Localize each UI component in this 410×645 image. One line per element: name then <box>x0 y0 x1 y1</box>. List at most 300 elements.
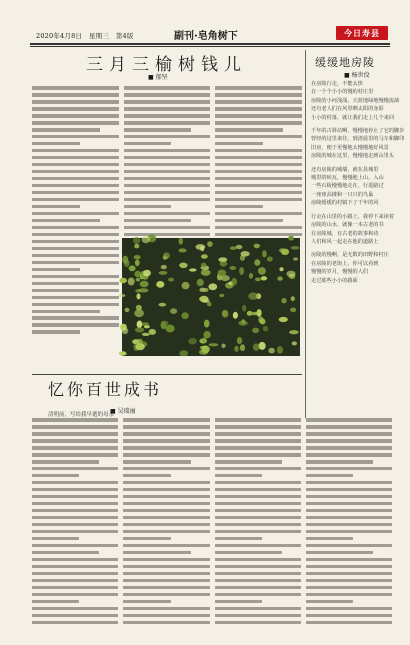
text-line <box>32 323 119 327</box>
elm-seed-cluster <box>279 317 288 322</box>
text-line <box>32 565 118 569</box>
elm-seed-cluster <box>203 331 210 339</box>
text-line <box>215 205 263 209</box>
elm-seed-cluster <box>125 308 130 312</box>
text-line <box>124 135 211 139</box>
text-line <box>124 233 211 237</box>
elm-seed-cluster <box>124 259 130 267</box>
text-line <box>32 93 119 97</box>
elm-seed-cluster <box>231 278 237 286</box>
text-line <box>215 481 301 485</box>
elm-seed-cluster <box>196 244 206 250</box>
text-line <box>215 537 262 541</box>
elm-seed-cluster <box>202 288 208 292</box>
text-line <box>32 572 118 576</box>
text-line <box>32 621 118 625</box>
elm-seed-cluster <box>249 273 253 279</box>
text-line <box>215 226 302 230</box>
elm-seed-cluster <box>258 317 263 324</box>
text-line <box>124 100 211 104</box>
text-line <box>215 184 302 188</box>
elm-seed-cluster <box>161 321 169 326</box>
poem-line: 房陵的山水，就像一本古老的书 <box>311 222 384 229</box>
text-line <box>215 233 302 237</box>
article-3-author: ■ 杨世佼 <box>344 72 370 79</box>
elm-seed-cluster <box>134 309 144 317</box>
text-line <box>123 565 209 569</box>
text-line <box>123 621 209 625</box>
text-line <box>124 191 211 195</box>
poem-line: 还有老人们在风里晒太阳的身影 <box>311 106 384 113</box>
poem-line: 一些石板慢慢地走在，行进路过 <box>311 183 384 190</box>
elm-seed-cluster <box>290 308 296 313</box>
poem-line: 一座座高楼和一只只的鸟巢 <box>311 191 374 198</box>
elm-seed-cluster <box>156 281 164 288</box>
text-line <box>306 572 392 576</box>
text-line <box>124 93 211 97</box>
text-line <box>32 607 118 611</box>
poem-line: 在房陵城，有古老的故事和诗 <box>311 230 379 237</box>
elm-seed-cluster <box>134 255 141 259</box>
text-line <box>32 418 118 422</box>
elm-seed-cluster <box>255 278 261 282</box>
text-line <box>32 219 100 223</box>
text-line <box>123 502 209 506</box>
text-line <box>123 481 209 485</box>
text-line <box>123 467 209 471</box>
elm-seed-cluster <box>209 343 219 346</box>
article-3-title: 缓缓地房陵 <box>315 56 375 69</box>
article-divider <box>32 374 302 375</box>
elm-seed-cluster <box>204 320 210 328</box>
text-line <box>123 572 209 576</box>
text-line <box>306 537 353 541</box>
text-line <box>306 579 392 583</box>
elm-seed-cluster <box>218 257 227 262</box>
elm-seed-cluster <box>119 351 127 355</box>
text-line <box>32 523 118 527</box>
elm-seed-cluster <box>170 308 177 314</box>
text-line <box>124 205 172 209</box>
elm-seed-cluster <box>188 338 196 345</box>
poem-line: 房陵的城在这里，慢慢地走到山里头 <box>311 153 395 160</box>
text-line <box>32 296 119 300</box>
text-line <box>306 509 392 513</box>
text-line <box>123 439 209 443</box>
poem-line: 行走在山里的小路上，我停下来读着 <box>311 213 395 220</box>
header-rule <box>30 43 390 45</box>
poem-line: 慢慢的岁月，慢慢的人们 <box>311 269 369 276</box>
elm-seed-cluster <box>179 263 187 269</box>
text-line <box>124 121 211 125</box>
text-line <box>123 446 209 450</box>
text-line <box>215 446 301 450</box>
article-2-column-2 <box>123 418 209 628</box>
text-line <box>32 114 119 118</box>
text-line <box>123 516 209 520</box>
elm-seed-cluster <box>263 326 268 332</box>
text-line <box>32 233 119 237</box>
poem-line: 旧房，便于更慢地太慢慢地好风景 <box>311 144 389 151</box>
elm-seed-cluster <box>161 265 167 269</box>
text-line <box>306 481 392 485</box>
elm-seed-cluster <box>236 245 243 249</box>
text-line <box>306 425 392 429</box>
text-line <box>32 488 118 492</box>
article-2-column-1 <box>32 418 118 628</box>
header-rule-thin <box>30 46 390 47</box>
text-line <box>123 509 209 513</box>
elm-seed-cluster <box>258 267 266 275</box>
elm-seed-cluster <box>289 330 299 334</box>
text-line <box>215 156 302 160</box>
text-line <box>215 432 301 436</box>
elm-seed-cluster <box>119 294 126 297</box>
article-2-body <box>32 418 392 628</box>
text-line <box>32 191 119 195</box>
poem-stanza <box>311 166 391 208</box>
elm-seed-cluster <box>136 278 140 282</box>
text-line <box>215 495 301 499</box>
elm-seed-cluster <box>234 346 239 352</box>
text-line <box>306 586 392 590</box>
text-line <box>215 453 301 457</box>
elm-seed-cluster <box>137 321 143 329</box>
poem-stanza <box>311 80 400 122</box>
text-line <box>32 509 118 513</box>
text-line <box>215 614 301 618</box>
text-line <box>32 240 119 244</box>
text-line <box>32 600 79 604</box>
text-line <box>215 121 302 125</box>
text-line <box>32 107 119 111</box>
text-line <box>215 600 262 604</box>
elm-seed-cluster <box>288 236 294 241</box>
text-line <box>32 184 119 188</box>
text-line <box>306 551 373 555</box>
text-line <box>32 516 118 520</box>
text-line <box>306 621 392 625</box>
text-line <box>124 198 211 202</box>
elm-seed-cluster <box>286 271 295 277</box>
text-line <box>215 467 301 471</box>
elm-seed-cluster <box>268 348 274 354</box>
text-line <box>123 495 209 499</box>
text-line <box>123 460 190 464</box>
poem-line: 千年的古驿站啊，慢慢地停止了它的脚步 <box>311 128 405 135</box>
text-line <box>32 310 100 314</box>
text-line <box>215 439 301 443</box>
text-line <box>124 226 211 230</box>
text-line <box>32 282 119 286</box>
text-line <box>32 156 119 160</box>
elm-seed-cluster <box>291 296 295 301</box>
text-line <box>215 425 301 429</box>
text-line <box>32 212 119 216</box>
text-line <box>306 453 392 457</box>
article-1-title: 三月三榆树钱儿 <box>86 55 247 75</box>
elm-seed-cluster <box>222 310 229 318</box>
elm-seed-cluster <box>189 268 197 271</box>
text-line <box>123 530 209 534</box>
text-line <box>123 432 209 436</box>
elm-seed-cluster <box>178 248 186 252</box>
text-line <box>32 303 119 307</box>
text-line <box>215 544 301 548</box>
poem-line: 曾经的这里来往，到清晨里的马车和脚印 <box>311 136 405 143</box>
elm-seed-cluster <box>179 350 188 356</box>
text-line <box>215 558 301 562</box>
text-line <box>306 418 392 422</box>
elm-seed-cluster <box>136 343 145 350</box>
text-line <box>123 425 209 429</box>
text-line <box>306 495 392 499</box>
text-line <box>215 114 302 118</box>
elm-seed-cluster <box>230 266 237 270</box>
text-line <box>32 579 118 583</box>
text-line <box>124 170 211 174</box>
text-line <box>32 86 119 90</box>
text-line <box>306 614 392 618</box>
text-line <box>124 149 211 153</box>
text-line <box>123 579 209 583</box>
text-line <box>215 418 301 422</box>
text-line <box>123 453 209 457</box>
article-2-author: ■ 吴瑞丽 <box>110 408 136 415</box>
text-line <box>124 163 211 167</box>
text-line <box>215 149 302 153</box>
elm-seed-cluster <box>128 278 135 286</box>
text-line <box>215 621 301 625</box>
text-line <box>215 163 302 167</box>
text-line <box>215 86 302 90</box>
elm-seed-cluster <box>252 328 259 333</box>
elm-seed-cluster <box>254 244 260 249</box>
text-line <box>215 579 301 583</box>
article-2-column-3 <box>215 418 301 628</box>
elm-seed-cluster <box>163 252 170 258</box>
text-line <box>32 149 119 153</box>
text-line <box>32 142 80 146</box>
text-line <box>215 502 301 506</box>
elm-seed-cluster <box>135 289 141 293</box>
elm-seed-cluster <box>279 267 283 271</box>
article-2-title: 忆你百世成书 <box>48 380 163 399</box>
text-line <box>32 495 118 499</box>
text-line <box>123 600 170 604</box>
article-3-poem <box>311 80 405 380</box>
text-line <box>306 558 392 562</box>
elm-seed-photo <box>122 238 300 356</box>
text-line <box>306 432 392 436</box>
elm-seed-cluster <box>166 325 175 333</box>
text-line <box>124 142 172 146</box>
text-line <box>32 226 119 230</box>
text-line <box>32 593 118 597</box>
text-line <box>306 523 392 527</box>
elm-seed-cluster <box>238 321 247 326</box>
article-2-dedication: 清明前，写给我早逝的母亲 <box>48 412 115 418</box>
elm-seed-cluster <box>262 250 267 257</box>
text-line <box>32 481 118 485</box>
text-line <box>32 128 100 132</box>
poem-line: 走过那些小小的路面 <box>311 277 358 284</box>
text-line <box>306 446 392 450</box>
text-line <box>123 544 209 548</box>
elm-seed-cluster <box>197 279 204 287</box>
poem-line: 小小的村落，就让我们走上几个来回 <box>311 114 395 121</box>
poem-stanza <box>311 213 395 247</box>
elm-seed-cluster <box>159 271 168 275</box>
text-line <box>32 170 119 174</box>
elm-seed-cluster <box>291 246 300 250</box>
text-line <box>215 516 301 520</box>
article-1-column-1 <box>32 86 119 342</box>
text-line <box>32 275 119 279</box>
elm-seed-cluster <box>230 246 236 250</box>
text-line <box>32 530 118 534</box>
newspaper-logo: 今日寿县 <box>336 26 388 40</box>
text-line <box>32 586 118 590</box>
text-line <box>32 205 80 209</box>
text-line <box>215 100 302 104</box>
text-line <box>306 565 392 569</box>
elm-seed-cluster <box>221 275 230 281</box>
elm-seed-cluster <box>142 236 150 243</box>
elm-seed-cluster <box>142 333 150 336</box>
text-line <box>32 551 99 555</box>
text-line <box>306 460 373 464</box>
elm-seed-cluster <box>159 303 167 307</box>
elm-seed-cluster <box>133 237 140 244</box>
article-1-author: ■ 郁坚 <box>148 74 168 81</box>
elm-seed-cluster <box>136 293 140 299</box>
text-line <box>123 558 209 562</box>
text-line <box>32 135 119 139</box>
text-line <box>123 586 209 590</box>
elm-seed-cluster <box>233 312 238 319</box>
text-line <box>215 523 301 527</box>
text-line <box>32 261 119 265</box>
text-line <box>215 177 302 181</box>
elm-seed-cluster <box>219 294 224 297</box>
elm-seed-cluster <box>257 309 262 317</box>
elm-seed-cluster <box>277 346 283 354</box>
elm-seed-cluster <box>140 281 149 288</box>
issue-page: 第4版 <box>115 32 134 40</box>
text-line <box>215 530 301 534</box>
text-line <box>123 537 170 541</box>
poem-line: 在房陵的老街上，你可以看到 <box>311 260 379 267</box>
text-line <box>215 107 302 111</box>
text-line <box>215 219 283 223</box>
elm-seed-cluster <box>168 278 174 282</box>
elm-seed-cluster <box>119 278 127 283</box>
page-header <box>0 0 410 48</box>
text-line <box>32 163 119 167</box>
elm-seed-cluster <box>135 260 140 267</box>
text-line <box>32 453 118 457</box>
poem-line: 城里的砖瓦，慢慢地上山，入山 <box>311 175 384 182</box>
elm-seed-cluster <box>201 269 211 276</box>
elm-seed-cluster <box>221 344 225 349</box>
elm-seed-cluster <box>181 312 188 319</box>
text-line <box>215 586 301 590</box>
text-line <box>123 474 170 478</box>
article-2-column-4 <box>306 418 392 628</box>
text-line <box>215 198 302 202</box>
elm-seed-cluster <box>241 251 250 257</box>
poem-line: 房陵的慢啊，是无数的田野和村庄 <box>311 252 389 259</box>
elm-seed-cluster <box>239 267 244 275</box>
text-line <box>32 247 119 251</box>
elm-seed-cluster <box>143 270 151 277</box>
text-line <box>306 600 353 604</box>
text-line <box>215 572 301 576</box>
text-line <box>215 509 301 513</box>
text-line <box>124 114 211 118</box>
text-line <box>32 474 79 478</box>
text-line <box>123 551 190 555</box>
elm-seed-cluster <box>281 298 286 304</box>
elm-seed-cluster <box>208 283 217 290</box>
text-line <box>32 558 118 562</box>
elm-seed-photo-image <box>122 238 300 356</box>
poem-line: 人们和风一起走在他的道路上 <box>311 238 379 245</box>
text-line <box>32 467 118 471</box>
text-line <box>32 502 118 506</box>
text-line <box>32 289 119 293</box>
text-line <box>215 170 302 174</box>
elm-seed-cluster <box>281 249 289 255</box>
text-line <box>124 184 211 188</box>
elm-seed-cluster <box>129 265 136 271</box>
text-line <box>32 425 118 429</box>
elm-seed-cluster <box>293 257 298 260</box>
elm-seed-cluster <box>254 259 260 266</box>
column-divider <box>305 50 306 418</box>
text-line <box>124 86 211 90</box>
text-line <box>306 467 392 471</box>
elm-seed-cluster <box>259 342 266 350</box>
text-line <box>32 100 119 104</box>
text-line <box>32 439 118 443</box>
text-line <box>306 530 392 534</box>
poem-line: 房陵缓缓的村镇下了千年的风 <box>311 200 379 207</box>
elm-seed-cluster <box>292 341 297 345</box>
elm-seed-cluster <box>247 311 253 316</box>
poem-stanza <box>311 251 391 285</box>
elm-seed-cluster <box>134 244 139 249</box>
text-line <box>32 254 119 258</box>
text-line <box>215 135 302 139</box>
text-line <box>215 607 301 611</box>
text-line <box>124 219 192 223</box>
text-line <box>215 212 302 216</box>
text-line <box>215 93 302 97</box>
poem-line: 在一个个小小的慢的村庄里 <box>311 89 374 96</box>
text-line <box>123 607 209 611</box>
text-line <box>306 474 353 478</box>
elm-seed-cluster <box>122 328 129 335</box>
text-line <box>123 488 209 492</box>
text-line <box>32 268 80 272</box>
elm-seed-cluster <box>182 282 190 289</box>
elm-seed-cluster <box>135 327 145 332</box>
text-line <box>306 516 392 520</box>
text-line <box>215 142 263 146</box>
elm-seed-cluster <box>261 276 267 280</box>
